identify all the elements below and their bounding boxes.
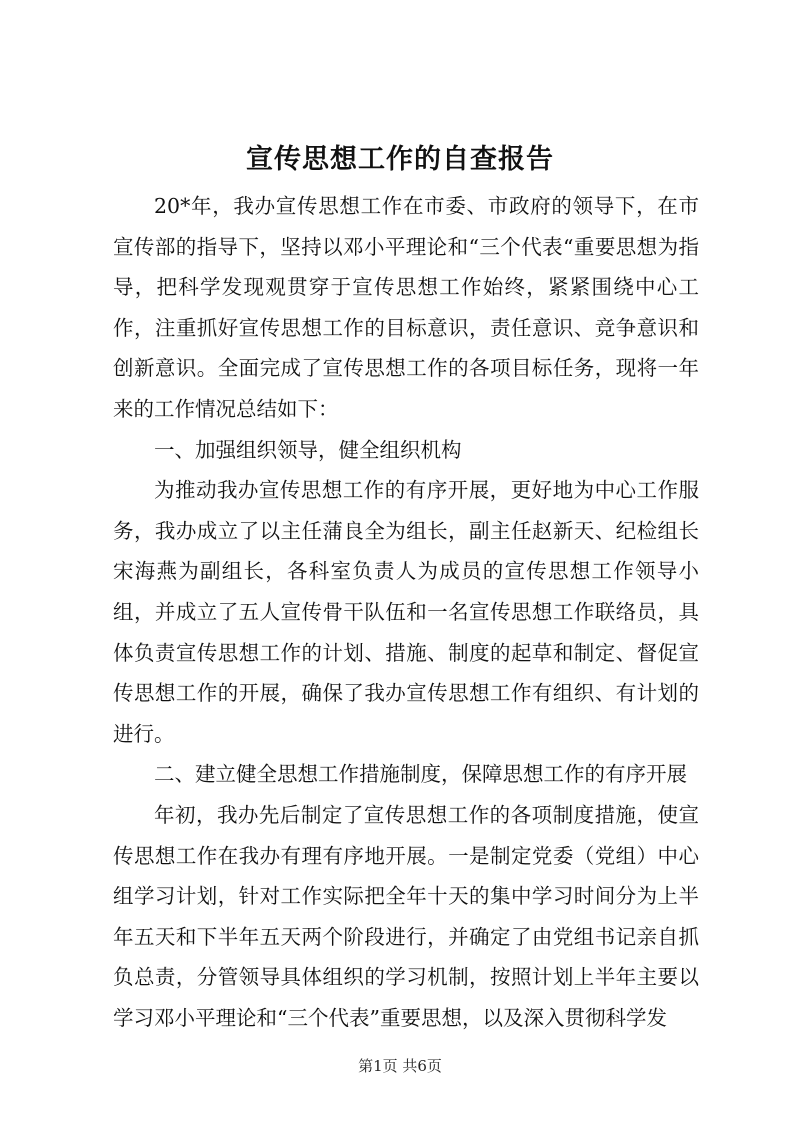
page-number-footer: 第1页 共6页 [358,1057,442,1075]
intro-paragraph: 20*年，我办宣传思想工作在市委、市政府的领导下，在市宣传部的指导下，坚持以邓小平理论和“三个代表“重要思想为指导，把科学发现观贯穿于宣传思想工作始终，紧紧围绕中心工作，注重抓好宣传思想工作的目标意识，责任意识、竞争意识和创新意识。全面完成了宣传思想工作的各项目标任务，现将一年来的工作情况总结如下： [113,194,699,421]
document-title: 宣传思想工作的自查报告 [246,144,554,175]
section-heading-1: 一、加强组织领导，健全组织机构 [154,437,462,462]
document-body [113,186,699,1038]
section-2-paragraph: 年初，我办先后制定了宣传思想工作的各项制度措施，使宣传思想工作在我办有理有序地开展。一是制定党委（党组）中心组学习计划，针对工作实际把全年十天的集中学习时间分为上半年五天和下半年五天两个阶段进行，并确定了由党组书记亲自抓负总责，分管领导具体组织的学习机制，按照计划上半年主要以学习邓小平理论和“三个代表”重要思想，以及深入贯彻科学发 [113,802,699,1030]
section-heading-2: 二、建立健全思想工作措施制度，保障思想工作的有序开展 [154,762,687,787]
section-1-paragraph: 为推动我办宣传思想工作的有序开展，更好地为中心工作服务，我办成立了以主任蒲良全为组长，副主任赵新天、纪检组长宋海燕为副组长，各科室负责人为成员的宣传思想工作领导小组，并成立了五人宣传骨干队伍和一名宣传思想工作联络员，具体负责宣传思想工作的计划、措施、制度的起草和制定、督促宣传思想工作的开展，确保了我办宣传思想工作有组织、有计划的进行。 [113,478,699,746]
